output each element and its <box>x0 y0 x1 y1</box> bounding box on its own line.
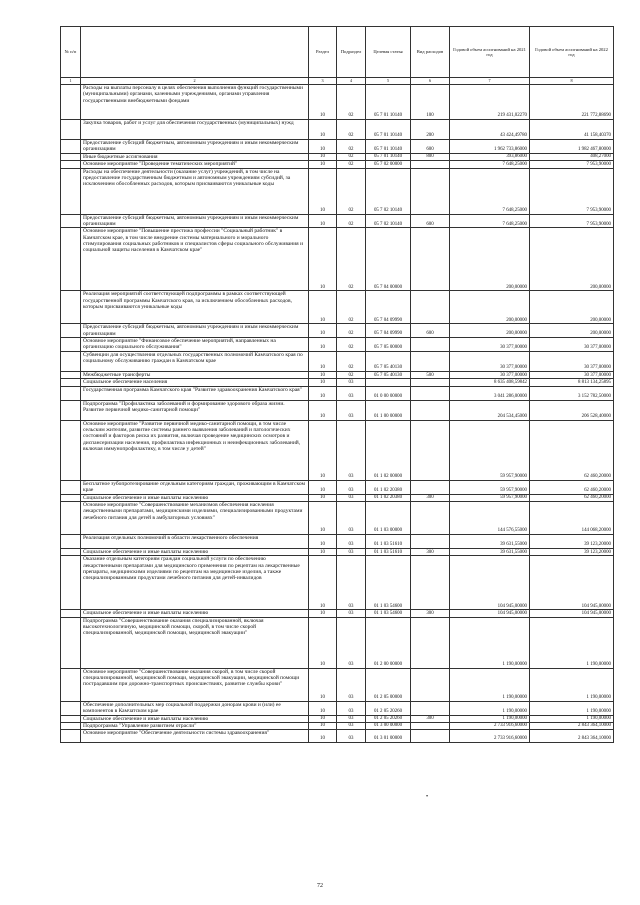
row-target: 05 7 05 40130 <box>366 352 411 372</box>
row-exp-type <box>411 338 450 352</box>
row-section: 10 <box>309 730 337 743</box>
row-subsection: 02 <box>337 160 366 168</box>
row-name: Оказание отдельным категориям граждан социальной услуги по обеспечению лекарственными препаратами для медицинского применения по рецептам на лекарственные препараты, медицинскими изделиями по рецептам на медицинские изделия, а также специализированными продуктами лечебного питания для детей-инвалидов <box>81 556 309 610</box>
table-row <box>61 730 614 743</box>
row-exp-type <box>411 160 450 168</box>
row-subsection: 03 <box>337 715 366 722</box>
row-num <box>61 291 81 324</box>
row-exp-type <box>411 291 450 324</box>
row-target: 01 2 05 20260 <box>366 701 411 715</box>
row-target: 01 1 03 51610 <box>366 534 411 548</box>
row-subsection: 02 <box>337 214 366 228</box>
row-amount-2022: 1 190,00000 <box>530 668 614 701</box>
row-amount-2022: 2 843 364,10000 <box>530 722 614 729</box>
row-num <box>61 168 81 214</box>
row-section: 10 <box>309 701 337 715</box>
row-num <box>61 420 81 480</box>
table-row <box>61 140 614 154</box>
row-target: 01 0 00 00000 <box>366 386 411 400</box>
row-amount-2022: 144 068,20000 <box>530 501 614 534</box>
colnum-1: 1 <box>61 78 81 85</box>
row-num <box>61 324 81 338</box>
row-target: 05 7 04 09990 <box>366 291 411 324</box>
row-name: Субвенции для осуществления отдельных государственных полномочий Камчатского края по социальному обслуживанию граждан в Камчатском крае <box>81 352 309 372</box>
table-row <box>61 85 614 120</box>
row-section: 10 <box>309 534 337 548</box>
table-row <box>61 420 614 480</box>
row-amount-2021: 7 648,25000 <box>450 214 530 228</box>
row-name: Предоставление субсидий бюджетным, автономным учреждениям и иным некоммерческим организациям <box>81 324 309 338</box>
colnum-7: 7 <box>450 78 530 85</box>
row-amount-2022: 1 190,00000 <box>530 617 614 668</box>
row-section: 10 <box>309 153 337 160</box>
row-amount-2022: 8 813 134,25895 <box>530 379 614 386</box>
header-num: № п/п <box>61 27 81 78</box>
row-amount-2021: 7 648,25000 <box>450 168 530 214</box>
table-row <box>61 480 614 494</box>
header-name <box>81 27 309 78</box>
row-section: 10 <box>309 494 337 501</box>
row-subsection: 02 <box>337 324 366 338</box>
row-num <box>61 372 81 379</box>
row-subsection: 03 <box>337 386 366 400</box>
row-target: 05 7 04 09990 <box>366 324 411 338</box>
row-section: 10 <box>309 352 337 372</box>
row-amount-2022: 200,00000 <box>530 291 614 324</box>
table-row <box>61 494 614 501</box>
row-amount-2022: 104 945,00000 <box>530 556 614 610</box>
row-name: Иные бюджетные ассигнования <box>81 153 309 160</box>
row-name: Обеспечение дополнительных мер социальной поддержки донорам крови и (или) ее компонентов в Камчатском крае <box>81 701 309 715</box>
row-name: Расходы на выплаты персоналу в целях обеспечения выполнения функций государственными (муниципальными) органами, казенными учреждениями, органами управления государственными внебюджетными фондами <box>81 85 309 120</box>
table-row <box>61 548 614 555</box>
row-amount-2022: 62 460,20000 <box>530 494 614 501</box>
page-number: 72 <box>317 883 323 889</box>
row-num <box>61 480 81 494</box>
row-amount-2021: 59 957,90000 <box>450 494 530 501</box>
row-subsection: 03 <box>337 548 366 555</box>
row-target: 01 3 00 00000 <box>366 722 411 729</box>
row-section: 10 <box>309 480 337 494</box>
row-num <box>61 556 81 610</box>
row-section: 10 <box>309 610 337 617</box>
row-exp-type <box>411 501 450 534</box>
row-section: 10 <box>309 291 337 324</box>
table-row <box>61 228 614 291</box>
row-amount-2021: 204 534,45000 <box>450 400 530 420</box>
row-exp-type: 300 <box>411 494 450 501</box>
row-num <box>61 715 81 722</box>
row-name: Основное мероприятие "Финансовое обеспечение мероприятий, направленных на организацию социального обслуживания" <box>81 338 309 352</box>
row-exp-type <box>411 730 450 743</box>
table-row <box>61 715 614 722</box>
row-amount-2021: 144 576,55000 <box>450 501 530 534</box>
colnum-3: 3 <box>309 78 337 85</box>
row-name: Основное мероприятие "Развитие первичной медико-санитарной помощи, в том числе сельским жителям, развитие системы раннего выявления заболеваний и патологических состояний и факторов риска их развития, включая проведение медицинских осмотров и диспансеризации населения, профилактика инфекционных и неинфекционных заболеваний, включая иммунопрофилактику, в том числе у детей" <box>81 420 309 480</box>
row-amount-2022: 2 843 364,10000 <box>530 730 614 743</box>
row-section: 10 <box>309 140 337 154</box>
row-amount-2022: 408,27000 <box>530 153 614 160</box>
row-target: 05 7 01 10140 <box>366 140 411 154</box>
row-target: 01 2 00 00000 <box>366 617 411 668</box>
row-subsection: 03 <box>337 501 366 534</box>
table-row <box>61 379 614 386</box>
row-num <box>61 160 81 168</box>
row-target: 01 1 02 20380 <box>366 494 411 501</box>
row-name: Основное мероприятие "Совершенствование оказания скорой, в том числе скорой специализированной, медицинской помощи, медицинской эвакуации, медицинской помощи пострадавшим при дорожно-транспортных происшествиях, развитие службы крови" <box>81 668 309 701</box>
row-num <box>61 386 81 400</box>
row-num <box>61 610 81 617</box>
row-amount-2021: 43 424,49780 <box>450 120 530 140</box>
row-target <box>366 379 411 386</box>
row-exp-type: 100 <box>411 85 450 120</box>
row-subsection: 02 <box>337 85 366 120</box>
row-amount-2022: 200,00000 <box>530 228 614 291</box>
row-amount-2022: 7 953,90000 <box>530 160 614 168</box>
row-name: Основное мероприятие "Обеспечение деятельности системы здравоохранения" <box>81 730 309 743</box>
row-target: 05 7 02 00000 <box>366 160 411 168</box>
row-amount-2022: 7 953,90000 <box>530 168 614 214</box>
row-exp-type: 300 <box>411 610 450 617</box>
row-name: Основное мероприятие "Повышение престижа профессии "Социальный работник" в Камчатском крае, в том числе внедрение системы материального и морального стимулирования социальных работников и специалистов сферы социального обслуживания и социальной защиты населения в Камчатском крае" <box>81 228 309 291</box>
row-exp-type <box>411 352 450 372</box>
row-subsection: 03 <box>337 420 366 480</box>
table-row <box>61 160 614 168</box>
row-subsection: 02 <box>337 352 366 372</box>
row-num <box>61 338 81 352</box>
table-row <box>61 400 614 420</box>
row-amount-2022: 39 123,20000 <box>530 548 614 555</box>
header-2022: Годовой объем ассигнований на 2022 год <box>530 27 614 78</box>
row-exp-type <box>411 534 450 548</box>
colnum-5: 5 <box>366 78 411 85</box>
stray-mark: • <box>426 794 429 800</box>
row-amount-2022: 30 377,00000 <box>530 338 614 352</box>
row-subsection: 03 <box>337 610 366 617</box>
table-row <box>61 610 614 617</box>
row-subsection: 02 <box>337 120 366 140</box>
row-amount-2022: 221 772,88690 <box>530 85 614 120</box>
row-amount-2021: 59 957,90000 <box>450 420 530 480</box>
row-num <box>61 214 81 228</box>
row-exp-type <box>411 480 450 494</box>
colnum-8: 8 <box>530 78 614 85</box>
row-amount-2021: 7 648,25000 <box>450 160 530 168</box>
row-exp-type: 300 <box>411 548 450 555</box>
colnum-6: 6 <box>411 78 450 85</box>
row-amount-2021: 219 431,02270 <box>450 85 530 120</box>
row-section: 10 <box>309 722 337 729</box>
row-target: 05 7 01 10140 <box>366 120 411 140</box>
row-subsection: 02 <box>337 338 366 352</box>
row-section: 10 <box>309 324 337 338</box>
row-section: 10 <box>309 228 337 291</box>
row-amount-2022: 1 190,00000 <box>530 715 614 722</box>
row-exp-type: 600 <box>411 140 450 154</box>
row-amount-2021: 39 631,55000 <box>450 534 530 548</box>
row-num <box>61 701 81 715</box>
row-name: Расходы на обеспечение деятельности (оказание услуг) учреждений, в том числе на предоставление государственным бюджетным и автономным учреждениям субсидий, за исключением обособленных расходов, которым присваиваются уникальные коды <box>81 168 309 214</box>
row-name: Закупка товаров, работ и услуг для обеспечения государственных (муниципальных) нужд <box>81 120 309 140</box>
row-num <box>61 548 81 555</box>
colnum-4: 4 <box>337 78 366 85</box>
row-subsection: 02 <box>337 228 366 291</box>
row-target: 01 1 03 51610 <box>366 548 411 555</box>
row-name: Предоставление субсидий бюджетным, автономным учреждениям и иным некоммерческим организациям <box>81 214 309 228</box>
row-subsection: 03 <box>337 494 366 501</box>
row-subsection: 03 <box>337 534 366 548</box>
row-amount-2022: 1 982 467,80000 <box>530 140 614 154</box>
row-section: 10 <box>309 617 337 668</box>
row-exp-type <box>411 617 450 668</box>
row-section: 10 <box>309 400 337 420</box>
row-amount-2022: 1 190,00000 <box>530 701 614 715</box>
row-subsection: 02 <box>337 372 366 379</box>
table-row <box>61 701 614 715</box>
row-name: Государственная программа Камчатского края "Развитие здравоохранения Камчатского края" <box>81 386 309 400</box>
table-row <box>61 338 614 352</box>
row-exp-type <box>411 701 450 715</box>
row-section: 10 <box>309 386 337 400</box>
table-row <box>61 617 614 668</box>
row-num <box>61 120 81 140</box>
header-section: Раздел <box>309 27 337 78</box>
row-num <box>61 228 81 291</box>
row-amount-2021: 393,86000 <box>450 153 530 160</box>
row-target: 01 1 03 54600 <box>366 610 411 617</box>
row-amount-2021: 1 190,00000 <box>450 617 530 668</box>
row-num <box>61 494 81 501</box>
row-amount-2021: 30 377,00000 <box>450 352 530 372</box>
row-num <box>61 722 81 729</box>
header-target: Целевая статья <box>366 27 411 78</box>
row-amount-2022: 30 377,00000 <box>530 372 614 379</box>
budget-document <box>60 26 613 743</box>
row-name: Межбюджетные трансферты <box>81 372 309 379</box>
row-amount-2021: 2 733 916,60000 <box>450 722 530 729</box>
row-exp-type: 500 <box>411 372 450 379</box>
row-subsection: 02 <box>337 168 366 214</box>
row-section: 10 <box>309 85 337 120</box>
row-name: Основное мероприятие "Проведение тематических мероприятий" <box>81 160 309 168</box>
row-subsection: 03 <box>337 701 366 715</box>
row-exp-type <box>411 668 450 701</box>
row-name: Подпрограмма "Управление развитием отрасли" <box>81 722 309 729</box>
row-target: 05 7 02 10140 <box>366 214 411 228</box>
row-name: Социальное обеспечение и иные выплаты населению <box>81 715 309 722</box>
row-amount-2021: 1 190,00000 <box>450 668 530 701</box>
row-subsection: 03 <box>337 379 366 386</box>
row-amount-2021: 200,00000 <box>450 228 530 291</box>
row-exp-type: 600 <box>411 324 450 338</box>
row-section: 10 <box>309 548 337 555</box>
row-name: Социальное обеспечение населения <box>81 379 309 386</box>
row-amount-2022: 62 460,20000 <box>530 480 614 494</box>
row-amount-2021: 200,00000 <box>450 291 530 324</box>
column-number-row <box>61 78 614 85</box>
row-exp-type <box>411 722 450 729</box>
row-amount-2021: 104 945,00000 <box>450 610 530 617</box>
row-name: Реализация отдельных полномочий в области лекарственного обеспечения <box>81 534 309 548</box>
table-row <box>61 668 614 701</box>
row-subsection: 03 <box>337 722 366 729</box>
row-target: 01 1 02 20380 <box>366 480 411 494</box>
row-section: 10 <box>309 338 337 352</box>
row-amount-2021: 2 733 916,60000 <box>450 730 530 743</box>
row-amount-2022: 41 158,40370 <box>530 120 614 140</box>
table-row <box>61 120 614 140</box>
row-target: 05 7 05 00000 <box>366 338 411 352</box>
row-num <box>61 352 81 372</box>
row-section: 10 <box>309 214 337 228</box>
row-target: 05 7 05 40130 <box>366 372 411 379</box>
row-amount-2021: 30 377,00000 <box>450 338 530 352</box>
table-row <box>61 386 614 400</box>
row-name: Подпрограмма "Профилактика заболеваний и формирование здорового образа жизни. Развитие первичной медико-санитарной помощи" <box>81 400 309 420</box>
row-amount-2022: 206 528,40000 <box>530 400 614 420</box>
row-subsection: 03 <box>337 400 366 420</box>
row-section: 10 <box>309 420 337 480</box>
row-section: 10 <box>309 160 337 168</box>
table-row <box>61 534 614 548</box>
row-amount-2022: 39 123,20000 <box>530 534 614 548</box>
row-amount-2022: 30 377,00000 <box>530 352 614 372</box>
row-amount-2021: 39 631,55000 <box>450 548 530 555</box>
row-name: Основное мероприятие "Совершенствование механизмов обеспечения населения лекарственными препаратами, медицинскими изделиями, специализированными продуктами лечебного питания для детей в амбулаторных условиях" <box>81 501 309 534</box>
row-exp-type: 300 <box>411 715 450 722</box>
row-section: 10 <box>309 668 337 701</box>
row-target: 01 1 00 00000 <box>366 400 411 420</box>
row-section: 10 <box>309 379 337 386</box>
table-row <box>61 291 614 324</box>
row-subsection: 03 <box>337 480 366 494</box>
table-row <box>61 501 614 534</box>
row-target: 05 7 02 10140 <box>366 168 411 214</box>
row-name: Предоставление субсидий бюджетным, автономным учреждениям и иным некоммерческим организациям <box>81 140 309 154</box>
row-num <box>61 140 81 154</box>
row-num <box>61 534 81 548</box>
row-exp-type: 600 <box>411 214 450 228</box>
row-num <box>61 668 81 701</box>
row-section: 10 <box>309 501 337 534</box>
row-section: 10 <box>309 372 337 379</box>
header-row <box>61 27 614 78</box>
colnum-2: 2 <box>81 78 309 85</box>
row-amount-2022: 7 953,90000 <box>530 214 614 228</box>
row-exp-type <box>411 168 450 214</box>
row-num <box>61 617 81 668</box>
row-target: 05 7 01 10140 <box>366 85 411 120</box>
row-target: 01 1 03 00000 <box>366 501 411 534</box>
row-amount-2021: 59 957,90000 <box>450 480 530 494</box>
table-row <box>61 352 614 372</box>
table-row <box>61 372 614 379</box>
row-name: Социальное обеспечение и иные выплаты населению <box>81 610 309 617</box>
row-exp-type <box>411 420 450 480</box>
row-amount-2021: 200,00000 <box>450 324 530 338</box>
row-exp-type <box>411 556 450 610</box>
row-amount-2021: 8 635 408,59842 <box>450 379 530 386</box>
row-amount-2021: 1 962 733,86000 <box>450 140 530 154</box>
table-row <box>61 168 614 214</box>
row-target: 01 2 05 00000 <box>366 668 411 701</box>
row-name: Бесплатное зубопротезирование отдельным категориям граждан, проживающим в Камчатском крае <box>81 480 309 494</box>
header-2021: Годовой объем ассигнований на 2021 год <box>450 27 530 78</box>
header-exp-type: Вид расходов <box>411 27 450 78</box>
row-section: 10 <box>309 715 337 722</box>
row-exp-type <box>411 228 450 291</box>
row-num <box>61 400 81 420</box>
row-num <box>61 379 81 386</box>
row-target: 05 7 04 00000 <box>366 228 411 291</box>
row-subsection: 02 <box>337 291 366 324</box>
table-row <box>61 324 614 338</box>
row-subsection: 02 <box>337 153 366 160</box>
row-exp-type <box>411 386 450 400</box>
row-amount-2022: 62 460,20000 <box>530 420 614 480</box>
row-exp-type <box>411 400 450 420</box>
row-target: 01 3 01 00000 <box>366 730 411 743</box>
row-amount-2022: 3 152 782,50000 <box>530 386 614 400</box>
row-exp-type <box>411 379 450 386</box>
table-row <box>61 722 614 729</box>
row-num <box>61 730 81 743</box>
row-subsection: 02 <box>337 140 366 154</box>
row-amount-2022: 200,00000 <box>530 324 614 338</box>
row-name: Социальное обеспечение и иные выплаты населению <box>81 548 309 555</box>
row-subsection: 03 <box>337 668 366 701</box>
table-row <box>61 153 614 160</box>
row-subsection: 03 <box>337 730 366 743</box>
budget-table <box>60 26 614 743</box>
row-amount-2021: 1 190,00000 <box>450 715 530 722</box>
row-target: 01 1 03 54600 <box>366 556 411 610</box>
row-exp-type: 200 <box>411 120 450 140</box>
row-amount-2021: 30 377,00000 <box>450 372 530 379</box>
row-amount-2021: 1 190,00000 <box>450 701 530 715</box>
header-subsection: Подраздел <box>337 27 366 78</box>
row-target: 05 7 01 10140 <box>366 153 411 160</box>
row-num <box>61 85 81 120</box>
row-target: 01 1 02 00000 <box>366 420 411 480</box>
table-row <box>61 214 614 228</box>
row-name: Социальное обеспечение и иные выплаты населению <box>81 494 309 501</box>
row-section: 10 <box>309 120 337 140</box>
table-body <box>61 85 614 743</box>
row-section: 10 <box>309 168 337 214</box>
row-subsection: 03 <box>337 556 366 610</box>
row-amount-2022: 104 945,00000 <box>530 610 614 617</box>
row-subsection: 03 <box>337 617 366 668</box>
row-amount-2021: 104 945,00000 <box>450 556 530 610</box>
row-num <box>61 501 81 534</box>
row-amount-2021: 3 041 286,00000 <box>450 386 530 400</box>
row-target: 01 2 05 20260 <box>366 715 411 722</box>
row-num <box>61 153 81 160</box>
row-name: Реализация мероприятий соответствующей подпрограммы в рамках соответствующей государственной программы Камчатского края, за исключением обособленных расходов, которым присваиваются уникальные коды <box>81 291 309 324</box>
table-row <box>61 556 614 610</box>
row-name: Подпрограмма "Совершенствование оказания специализированной, включая высокотехнологичную, медицинской помощи, скорой, в том числе скорой специализированной, медицинской помощи, медицинской эвакуации" <box>81 617 309 668</box>
row-exp-type: 800 <box>411 153 450 160</box>
row-section: 10 <box>309 556 337 610</box>
